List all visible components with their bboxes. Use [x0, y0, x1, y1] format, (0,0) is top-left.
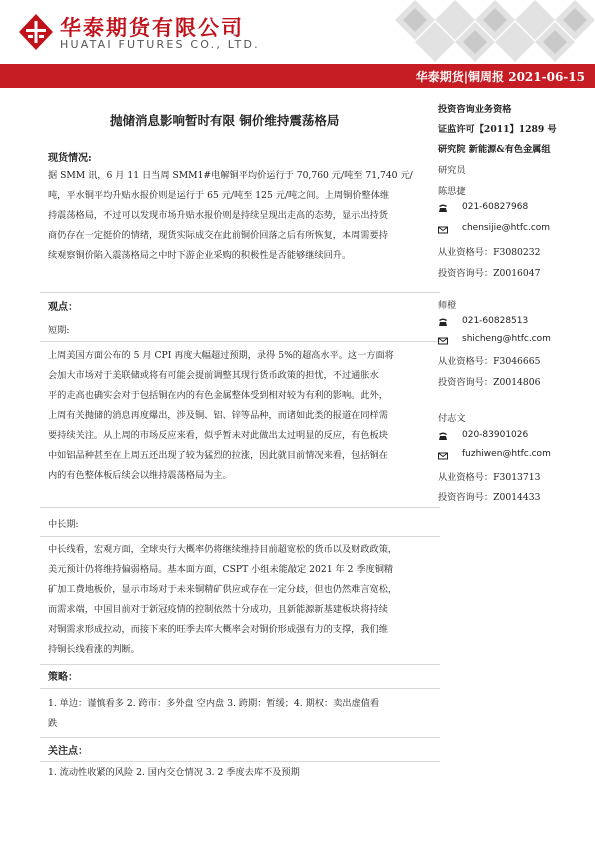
short-term-heading: 短期: — [48, 325, 70, 336]
strategy-heading: 策略： — [48, 672, 78, 683]
institute-label: 研究院 新能源&有色金属组 — [438, 144, 551, 155]
short-line: 上周有关抛储的消息再度爆出，涉及铜、铝、锌等品种，而诸如此类的报道在同样需 — [48, 410, 388, 421]
phone-icon — [438, 317, 448, 327]
focus-line: 1. 流动性收紧的风险 2. 国内交仓情况 3. 2 季度去库不及预期 — [48, 767, 300, 778]
phone-icon — [438, 203, 448, 213]
strategy-line: 跌 — [48, 718, 58, 729]
company-name-en: HUATAI FUTURES CO., LTD. — [60, 38, 260, 51]
report-title: 抛储消息影响暂时有限 铜价维持震荡格局 — [110, 113, 340, 128]
strategy-line: 1. 单边：谨慎看多 2. 跨市：多外盘 空内盘 3. 跨期：暂缓；4. 期权：卖出虚值看 — [48, 698, 380, 709]
mid-line: 对铜需求形成拉动，而接下来的旺季去库大概率会对铜价形成强有力的支撑，我们维 — [48, 624, 388, 635]
analyst-phone: 021-60828513 — [462, 316, 529, 326]
email-icon — [438, 451, 448, 461]
analyst-advisor-no: 投资咨询号：Z0014433 — [438, 492, 541, 503]
phone-icon — [438, 431, 448, 441]
header-decoration — [395, 0, 595, 62]
analyst-name: 师橙 — [438, 300, 457, 311]
company-name-cn: 华泰期货有限公司 — [60, 16, 244, 40]
analyst-name: 付志文 — [438, 413, 466, 424]
analyst-phone: 021-60827968 — [462, 202, 529, 212]
mid-long-term-heading: 中长期: — [48, 519, 79, 530]
focus-paragraph — [48, 763, 445, 783]
analyst-advisor-no: 投资咨询号：Z0016047 — [438, 268, 541, 279]
mid-line: 而需求端，中国目前对于新冠疫情的控制依然十分成功，且新能源新基建板块将持续 — [48, 604, 388, 615]
email-icon — [438, 225, 448, 235]
spot-line: 吨，平水铜平均升贴水报价则是运行于 65 元/吨至 125 元/吨之间。上周铜价整体维 — [48, 190, 390, 201]
divider — [40, 536, 440, 537]
divider — [40, 341, 440, 342]
analyst-email[interactable]: shicheng@htfc.com — [462, 334, 551, 344]
email-icon — [438, 336, 448, 346]
spot-heading: 现货情况: — [48, 153, 92, 164]
mid-line: 矿加工费地板价，显示市场对于未来铜精矿供应或存在一定分歧，但也仍然难言宽松， — [48, 584, 398, 595]
divider — [40, 688, 440, 689]
divider — [40, 737, 440, 738]
analyst-cert: 从业资格号：F3013713 — [438, 472, 541, 483]
mid-line: 持铜长线看涨的判断。 — [48, 644, 140, 655]
report-banner — [0, 64, 595, 88]
spot-paragraph — [48, 166, 445, 266]
analyst-email[interactable]: chensijie@htfc.com — [462, 223, 551, 233]
mid-long-term-paragraph — [48, 540, 445, 660]
banner-text: 华泰期货|铜周报 2021-06-15 — [415, 70, 585, 84]
short-line: 上周美国方面公布的 5 月 CPI 再度大幅超过预期，录得 5%的超高水平。这一方面将 — [48, 350, 394, 361]
spot-line: 续观察铜价陷入震荡格局之中时下游企业采购的积极性是否能够继续回升。 — [48, 250, 352, 261]
short-line: 中如铝品种甚至在上周五还出现了较为猛烈的拉涨，因此就目前情况来看，包括铜在 — [48, 450, 388, 461]
researcher-role: 研究员 — [438, 165, 466, 176]
spot-line: 持震荡格局，不过可以发现市场升贴水报价则是持续呈现出走高的态势，显示出持货 — [48, 210, 388, 221]
analyst-cert: 从业资格号：F3046665 — [438, 356, 541, 367]
short-term-paragraph — [48, 346, 445, 486]
view-heading: 观点： — [48, 302, 78, 313]
mid-line: 美元预计仍将维持偏弱格局。基本面方面，CSPT 小组未能敲定 2021 年 2 季度铜精 — [48, 564, 394, 575]
analyst-advisor-no: 投资咨询号：Z0014806 — [438, 377, 541, 388]
qualification-label: 投资咨询业务资格 — [438, 104, 512, 115]
mid-line: 中长线看，宏观方面，全球央行大概率仍将继续维持目前超宽松的货币以及财政政策， — [48, 544, 398, 555]
divider — [40, 664, 440, 665]
spot-line: 商仍存在一定挺价的情绪，现货实际成交在此前铜价回落之后有所恢复，本周需要持 — [48, 230, 388, 241]
divider — [40, 507, 440, 508]
company-logo — [19, 14, 53, 50]
short-line: 内的有色整体板后续会以维持震荡格局为主。 — [48, 470, 232, 481]
spot-line: 据 SMM 讯，6 月 11 日当周 SMM1#电解铜平均价运行于 70,760 元/吨至 71,740 元/ — [48, 170, 413, 181]
short-line: 要持续关注。从上周的市场反应来看，似乎暂未对此做出太过明显的反应，有色板块 — [48, 430, 388, 441]
short-line: 平的走高也确实会对于包括铜在内的有色金属整体受到相对较为有利的影响。此外， — [48, 390, 388, 401]
analyst-phone: 020-83901026 — [462, 430, 529, 440]
license-label: 证监许可【2011】1289 号 — [438, 124, 557, 135]
divider — [40, 292, 440, 293]
divider — [40, 761, 440, 762]
focus-heading: 关注点： — [48, 746, 88, 757]
analyst-cert: 从业资格号：F3080232 — [438, 247, 541, 258]
strategy-paragraph — [48, 694, 445, 734]
analyst-name: 陈思捷 — [438, 186, 466, 197]
short-line: 会加大市场对于美联储或将有可能会提前调整其现行货币政策的担忧，不过通胀水 — [48, 370, 379, 381]
analyst-email[interactable]: fuzhiwen@htfc.com — [462, 449, 551, 459]
